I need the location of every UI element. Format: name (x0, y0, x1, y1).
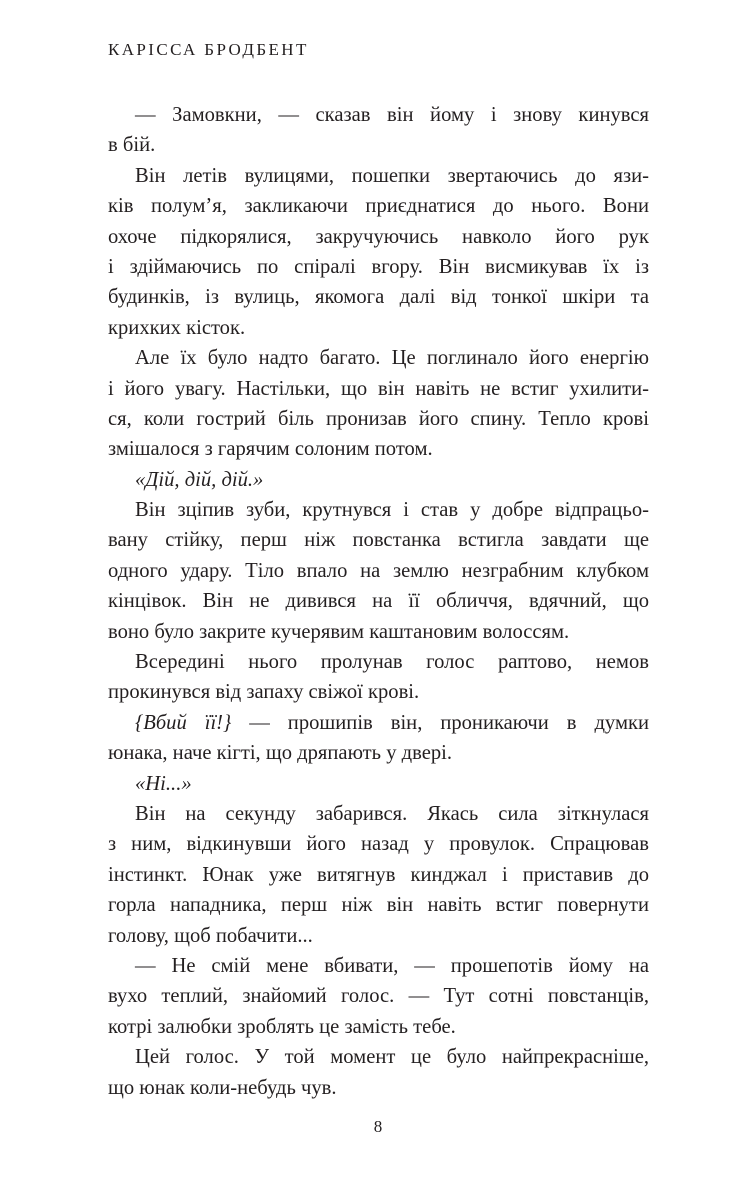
text-line: голову, щоб побачити... (108, 924, 313, 947)
paragraph (108, 647, 649, 708)
text-line: — Не смій мене вбивати, — прошепотів йому на (135, 954, 649, 977)
text-line: крихких кісток. (108, 316, 246, 339)
text-span: — прошипів він, проникаючи в думки (231, 711, 650, 734)
text-line: будинків, із вулиць, якомога далі від тонкої шкіри та (108, 286, 649, 309)
paragraph (108, 1042, 649, 1103)
paragraph (108, 161, 649, 343)
paragraph (108, 100, 649, 161)
text-line: Всередині нього пролунав голос раптово, немов (135, 651, 649, 674)
text-line: змішалося з гарячим солоним потом. (108, 438, 433, 461)
paragraph (108, 465, 649, 495)
paragraph (108, 343, 649, 465)
text-line: кінцівок. Він не дивився на її обличчя, вдячний, що (108, 590, 649, 613)
body-text (108, 100, 649, 1103)
text-line: Але їх було надто багато. Це поглинало його енергію (135, 347, 649, 370)
text-line: з ним, відкинувши його назад у провулок. Спрацював (108, 833, 649, 856)
text-line: вану стійку, перш ніж повстанка встигла завдати ще (108, 529, 649, 552)
text-line: вухо теплий, знайомий голос. — Тут сотні повстанців, (108, 985, 649, 1008)
text-line: юнака, наче кігті, що дряпають у двері. (108, 742, 453, 765)
text-line: і здіймаючись по спіралі вгору. Він висмикував їх із (108, 255, 649, 278)
text-line: в бій. (108, 134, 156, 157)
text-line: інстинкт. Юнак уже витягнув кинджал і приставив до (108, 863, 649, 886)
text-line: Він зціпив зуби, крутнувся і став у добре відпрацьо- (135, 499, 649, 522)
paragraph (108, 769, 649, 799)
paragraph (108, 495, 649, 647)
paragraph (108, 708, 649, 769)
text-line: котрі залюбки зроблять це замість тебе. (108, 1015, 456, 1038)
text-line: — Замовкни, — сказав він йому і знову кинувся (135, 104, 649, 126)
text-line (108, 708, 649, 738)
text-line: ків полум’я, закликаючи приєднатися до нього. Вони (108, 195, 649, 218)
paragraph (108, 951, 649, 1042)
text-line: і його увагу. Настільки, що він навіть не встиг ухилити- (108, 377, 649, 400)
text-line: охоче підкорялися, закручуючись навколо його рук (108, 225, 649, 248)
text-line: ся, коли гострий біль пронизав його спину. Тепло крові (108, 407, 649, 430)
page-number: 8 (373, 1117, 383, 1136)
text-line: горла нападника, перш ніж він навіть встиг повернути (108, 894, 649, 917)
running-head: КАРІССА БРОДБЕНТ (108, 40, 309, 59)
text-line: Він на секунду забарився. Якась сила зіткнулася (135, 802, 649, 825)
text-line: воно було закрите кучерявим каштановим волоссям. (108, 620, 570, 643)
paragraph (108, 799, 649, 951)
text-line: «Ні...» (135, 772, 192, 795)
text-line: одного удару. Тіло впало на землю незграбним клубком (108, 559, 649, 582)
text-line: Він летів вулицями, пошепки звертаючись до язи- (135, 164, 649, 187)
text-line: Цей голос. У той момент це було найпрекрасніше, (135, 1046, 649, 1069)
text-line: «Дій, дій, дій.» (135, 468, 264, 491)
text-line: прокинувся від запаху свіжої крові. (108, 681, 420, 704)
text-line: що юнак коли-небудь чув. (108, 1076, 337, 1099)
italic-phrase: {Вбий її!} (135, 711, 232, 734)
